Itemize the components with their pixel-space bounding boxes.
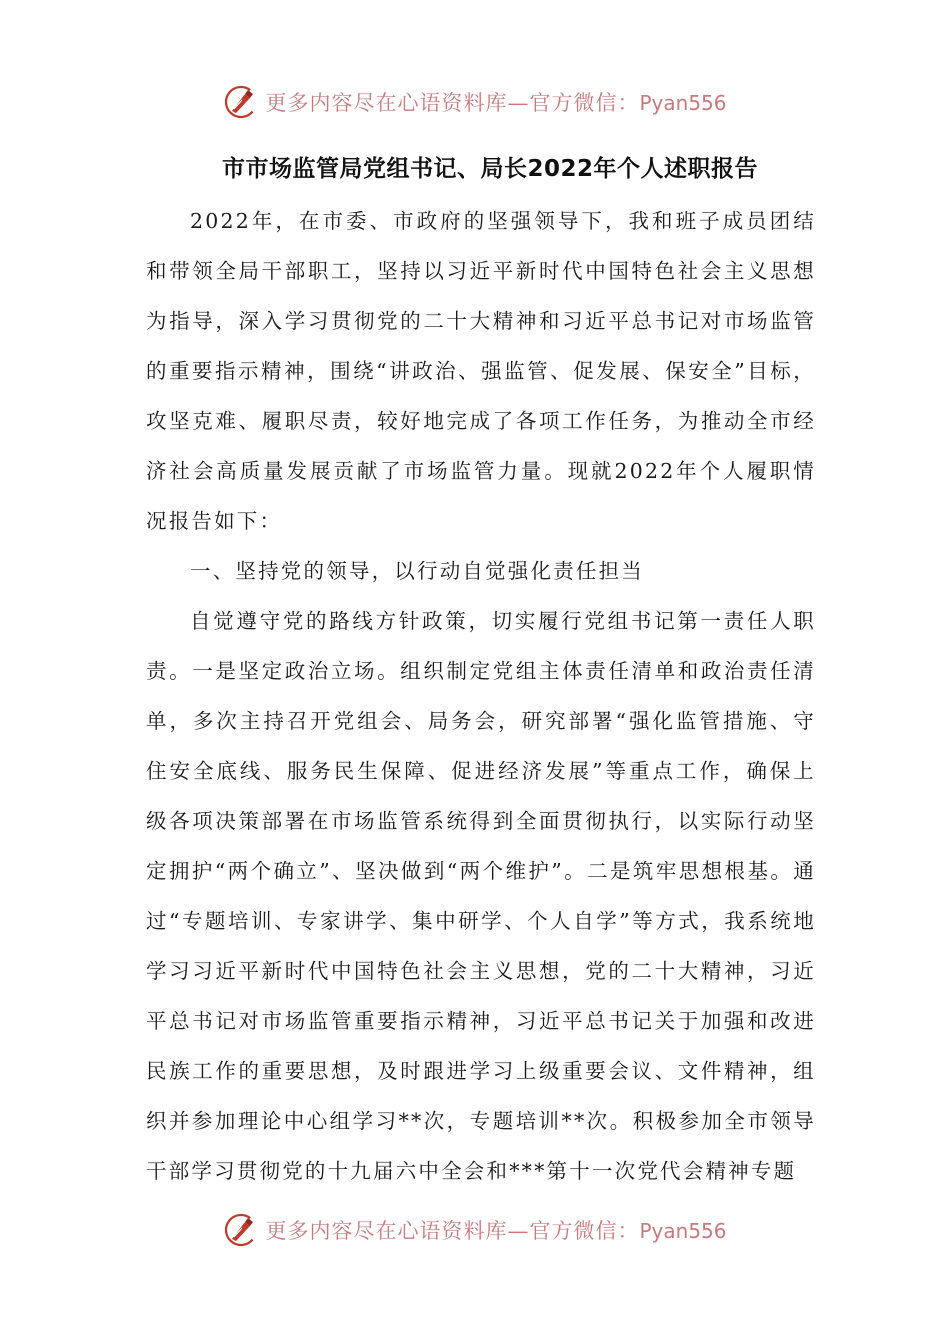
footer-banner <box>0 1208 950 1252</box>
pen-nib-logo-icon <box>223 84 259 120</box>
wechat-id: Pyan556 <box>639 91 727 115</box>
wechat-id: Pyan556 <box>639 1219 727 1243</box>
paragraph-intro: 2022年，在市委、市政府的坚强领导下，我和班子成员团结和带领全局干部职工，坚持以习近平新时代中国特色社会主义思想为指导，深入学习贯彻党的二十大精神和习近平总书记对市场监管的重要指示精神，围绕“讲政治、强监管、促发展、保安全”目标，攻坚克难、履职尽责，较好地完成了各项工作任务，为推动全市经济社会高质量发展贡献了市场监管力量。现就2022年个人履职情况报告如下： <box>146 209 816 533</box>
banner-text: 更多内容尽在心语资料库—官方微信：Pyan556 <box>265 91 727 115</box>
document-title: 市市场监管局党组书记、局长2022年个人述职报告 <box>221 156 758 182</box>
document-body <box>146 196 816 1196</box>
pen-nib-logo-icon <box>223 1212 259 1248</box>
banner-text: 更多内容尽在心语资料库—官方微信：Pyan556 <box>265 1219 727 1243</box>
header-banner <box>0 80 950 124</box>
paragraph-section-1: 自觉遵守党的路线方针政策，切实履行党组书记第一责任人职责。一是坚定政治立场。组织制定党组主体责任清单和政治责任清单，多次主持召开党组会、局务会，研究部署“强化监管措施、守住安全底线、服务民生保障、促进经济发展”等重点工作，确保上级各项决策部署在市场监管系统得到全面贯彻执行，以实际行动坚定拥护“两个确立”、坚决做到“两个维护”。二是筑牢思想根基。通过“专题培训、专家讲学、集中研学、个人自学”等方式，我系统地学习习近平新时代中国特色社会主义思想，党的二十大精神，习近平总书记对市场监管重要指示精神，习近平总书记关于加强和改进民族工作的重要思想，及时跟进学习上级重要会议、文件精神，组织并参加理论中心组学习**次，专题培训**次。积极参加全市领导干部学习贯彻党的十九届六中全会和***第十一次党代会精神专题 <box>146 609 816 1183</box>
section-heading: 一、坚持党的领导，以行动自觉强化责任担当 <box>190 559 644 583</box>
